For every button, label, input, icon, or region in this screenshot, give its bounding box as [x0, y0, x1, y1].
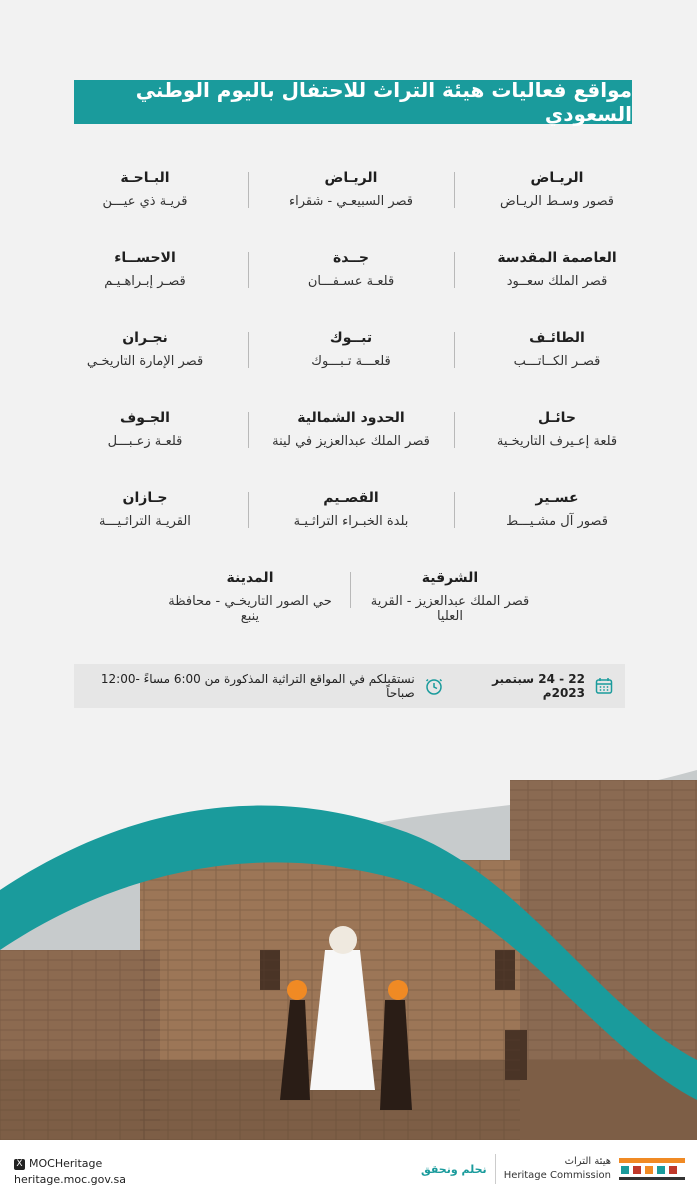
city-name: الاحســاء [114, 250, 176, 266]
page-title-banner [74, 80, 632, 124]
site-name: قصر الملك سعــود [506, 274, 608, 289]
divider [495, 1154, 496, 1184]
locations-row [40, 240, 660, 320]
calendar-icon [595, 677, 613, 695]
location-cell [248, 480, 454, 529]
location-cell [42, 160, 248, 209]
city-name: جـازان [122, 490, 168, 506]
footer [0, 1140, 697, 1199]
location-cell [42, 400, 248, 449]
location-cell [42, 240, 248, 289]
clock-icon [425, 677, 443, 695]
site-name: قصـر الكــاتـــب [513, 354, 601, 369]
site-name: قصور آل مشـيـــط [506, 514, 608, 529]
site-name: القريـة التراثـيـــة [99, 514, 191, 529]
location-cell [248, 400, 454, 449]
city-name: الشرقية [421, 570, 479, 586]
location-cell [42, 480, 248, 529]
city-name: حائـل [538, 410, 576, 426]
locations-row [40, 400, 660, 480]
site-name: قلعة إعـيرف التاريخـية [496, 434, 618, 449]
locations-row-last [40, 560, 660, 640]
site-name: حي الصور التاريخـي - محافظة ينبع [168, 594, 332, 624]
event-time: نستقبلكم في المواقع التراثية المذكورة من 6:00 مساءً -12:00 صباحاً [100, 672, 415, 700]
locations-row [40, 480, 660, 560]
site-name: قصر الإمارة التاريخـي [86, 354, 204, 369]
x-icon: X [14, 1159, 25, 1170]
city-name: الريـاض [530, 170, 584, 186]
location-cell [454, 160, 660, 209]
site-name: قلعـــة تـبـــوك [311, 354, 391, 369]
city-name: الريـاض [324, 170, 378, 186]
city-name: عسـير [535, 490, 579, 506]
site-name: قلعـة عسـفـــان [307, 274, 395, 289]
site-name: بلدة الخبـراء التراثـيـة [293, 514, 409, 529]
website-link[interactable]: heritage.moc.gov.sa [14, 1173, 126, 1186]
location-cell [248, 160, 454, 209]
footer-logos [421, 1154, 685, 1184]
city-name: الحدود الشمالية [297, 410, 405, 426]
city-name: نجـران [122, 330, 168, 346]
location-cell [248, 240, 454, 289]
site-name: قصر الملك عبدالعزيز - القرية العليا [370, 594, 530, 624]
site-name: قصر السبيعـي - شقراء [288, 194, 414, 209]
location-cell [454, 480, 660, 529]
city-name: تبــوك [329, 330, 373, 346]
site-name: قريـة ذي عيـــن [102, 194, 188, 209]
hc-arabic: هيئة التراث [564, 1156, 611, 1167]
social-handle[interactable]: MOCHeritage [29, 1157, 103, 1170]
hc-english: Heritage Commission [503, 1170, 611, 1181]
slogan-logo: نحلم ونحقق [420, 1162, 487, 1176]
city-name: البـاحـة [120, 170, 170, 186]
city-name: المدينة [226, 570, 274, 586]
location-cell [42, 320, 248, 369]
locations-row [40, 320, 660, 400]
site-name: قصور وسـط الريـاض [500, 194, 614, 209]
city-name: جــدة [332, 250, 369, 266]
event-date: 22 - 24 سبتمبر 2023م [492, 672, 585, 700]
location-cell [248, 320, 454, 369]
city-name: العاصمة المقدسة [497, 250, 617, 266]
location-cell [350, 560, 550, 624]
heritage-photo [0, 760, 697, 1140]
city-name: القصـيم [323, 490, 379, 506]
city-name: الجـوف [120, 410, 170, 426]
location-cell [454, 240, 660, 289]
location-cell [454, 320, 660, 369]
page-title: مواقع فعاليات هيئة التراث للاحتفال باليوم الوطني السعودي [135, 78, 632, 126]
footer-contact [14, 1156, 126, 1188]
locations-grid [40, 160, 660, 640]
heritage-commission-logo-icon [619, 1156, 685, 1182]
location-cell [454, 400, 660, 449]
locations-row [40, 160, 660, 240]
heritage-commission-text [504, 1155, 611, 1183]
city-name: الطائـف [529, 330, 585, 346]
site-name: قصـر إبـراهـيـم [104, 274, 186, 289]
location-cell [150, 560, 350, 624]
site-name: قلعـة زعـبـــل [107, 434, 183, 449]
event-info-bar [74, 664, 625, 708]
site-name: قصر الملك عبدالعزيز في لينة [272, 434, 430, 449]
